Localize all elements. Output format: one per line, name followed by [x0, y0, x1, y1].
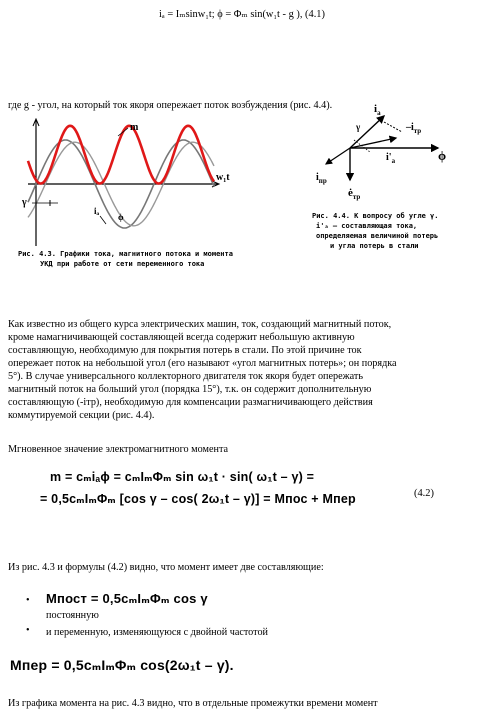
two-components-text: Из рис. 4.3 и формулы (4.2) видно, что момент имеет две составляющие:: [8, 562, 324, 573]
instant-torque-text: Мгновенное значение электромагнитного момента: [8, 444, 229, 455]
bullet-variable-text: и переменную, изменяющуюся с двойной частотой: [46, 627, 269, 638]
figure-4-3-caption-2: УКД при работе от сети переменного тока: [40, 260, 205, 268]
fig43-label-gamma: γ: [22, 197, 27, 208]
fig44-label-ia: $i_a$: [374, 103, 381, 117]
fig44-label-phi: ϕ: [438, 148, 447, 163]
fig43-label-m: m: [130, 122, 139, 133]
fig43-label-w1t: w₁t: [216, 172, 230, 183]
bullet-dot: •: [26, 625, 30, 636]
paragraph-line: составляющую, необходимую для покрытия потерь в стали. По этой причине ток: [8, 345, 362, 356]
variable-torque-formula: Mпер = 0,5cₘIₘΦₘ cos(2ω₁t – γ).: [10, 657, 234, 673]
paragraph-line: 5°). В случае универсального коллекторного двигателя ток якоря будет опережать: [8, 371, 364, 382]
bullet-constant-text: постоянную: [46, 610, 99, 621]
fig43-label-phi: ϕ: [118, 212, 124, 222]
last-line-text: Из графика момента на рис. 4.3 видно, что в отдельные промежутки времени момент: [8, 698, 378, 709]
figure-4-4-caption-1: Рис. 4.4. К вопросу об угле γ.: [312, 212, 439, 220]
paragraph-line: магнитный поток на больший угол (порядка 15°), т.к. он содержит дополнительную: [8, 384, 372, 395]
equation-4-2-number: (4.2): [414, 488, 434, 499]
figure-4-3-caption-1: Рис. 4.3. Графики тока, магнитного потока и момента: [18, 250, 233, 258]
fig44-label-gamma: γ: [356, 122, 361, 132]
fig44-label-etm: $ė_{тр}$: [348, 187, 361, 201]
fig44-label-itr: $-i_{тр}$: [406, 122, 422, 135]
paragraph-line: опережает поток на небольшой угол (его называют «угол магнитных потерь»; он порядка: [8, 358, 397, 369]
paragraph-line: Как известно из общего курса электрических машин, ток, создающий магнитный поток,: [8, 319, 392, 330]
figure-4-4-caption-3: определяемая величиной потерь: [316, 232, 439, 240]
fig44-label-ipr: $i_{пр}$: [316, 172, 327, 185]
paragraph-line: составляющую (-iтр), необходимую для компенсации размагничивающего действия: [8, 397, 373, 408]
equation-4-2-line-1: m = cₘiₐϕ = cₘIₘΦₘ sin ω₁t · sin( ω₁t – γ) =: [50, 470, 315, 484]
angle-definition-text: где g - угол, на который ток якоря опережает поток возбуждения (рис. 4.4).: [8, 100, 333, 111]
fig44-label-iia: $i'_a$: [386, 152, 396, 165]
equation-4-2-line-2: = 0,5cₘIₘΦₘ [cos γ – cos( 2ω₁t – γ)] = Mпос + Mпер: [40, 492, 356, 506]
figure-4-4-vector-diagram: [310, 100, 470, 210]
bullet-dot: •: [26, 595, 30, 606]
paragraph-line: кроме намагничивающей составляющей всегда содержит небольшую активную: [8, 332, 355, 343]
constant-torque-formula: Mпост = 0,5cₘIₘΦₘ cos γ: [46, 591, 208, 606]
fig43-label-ia: iₐ: [94, 206, 100, 216]
figure-4-4-caption-4: и угла потерь в стали: [330, 242, 419, 250]
formula-4-1: iₐ = Iₘsinw₁t; ϕ = Φₘ sin(w₁t - g ), (4.1): [159, 9, 325, 20]
figure-4-4-caption-2: i'ₐ – составляющая тока,: [316, 222, 418, 230]
paragraph-line: коммутируемой секции (рис. 4.4).: [8, 410, 155, 421]
figure-4-3-graph: [18, 118, 246, 258]
